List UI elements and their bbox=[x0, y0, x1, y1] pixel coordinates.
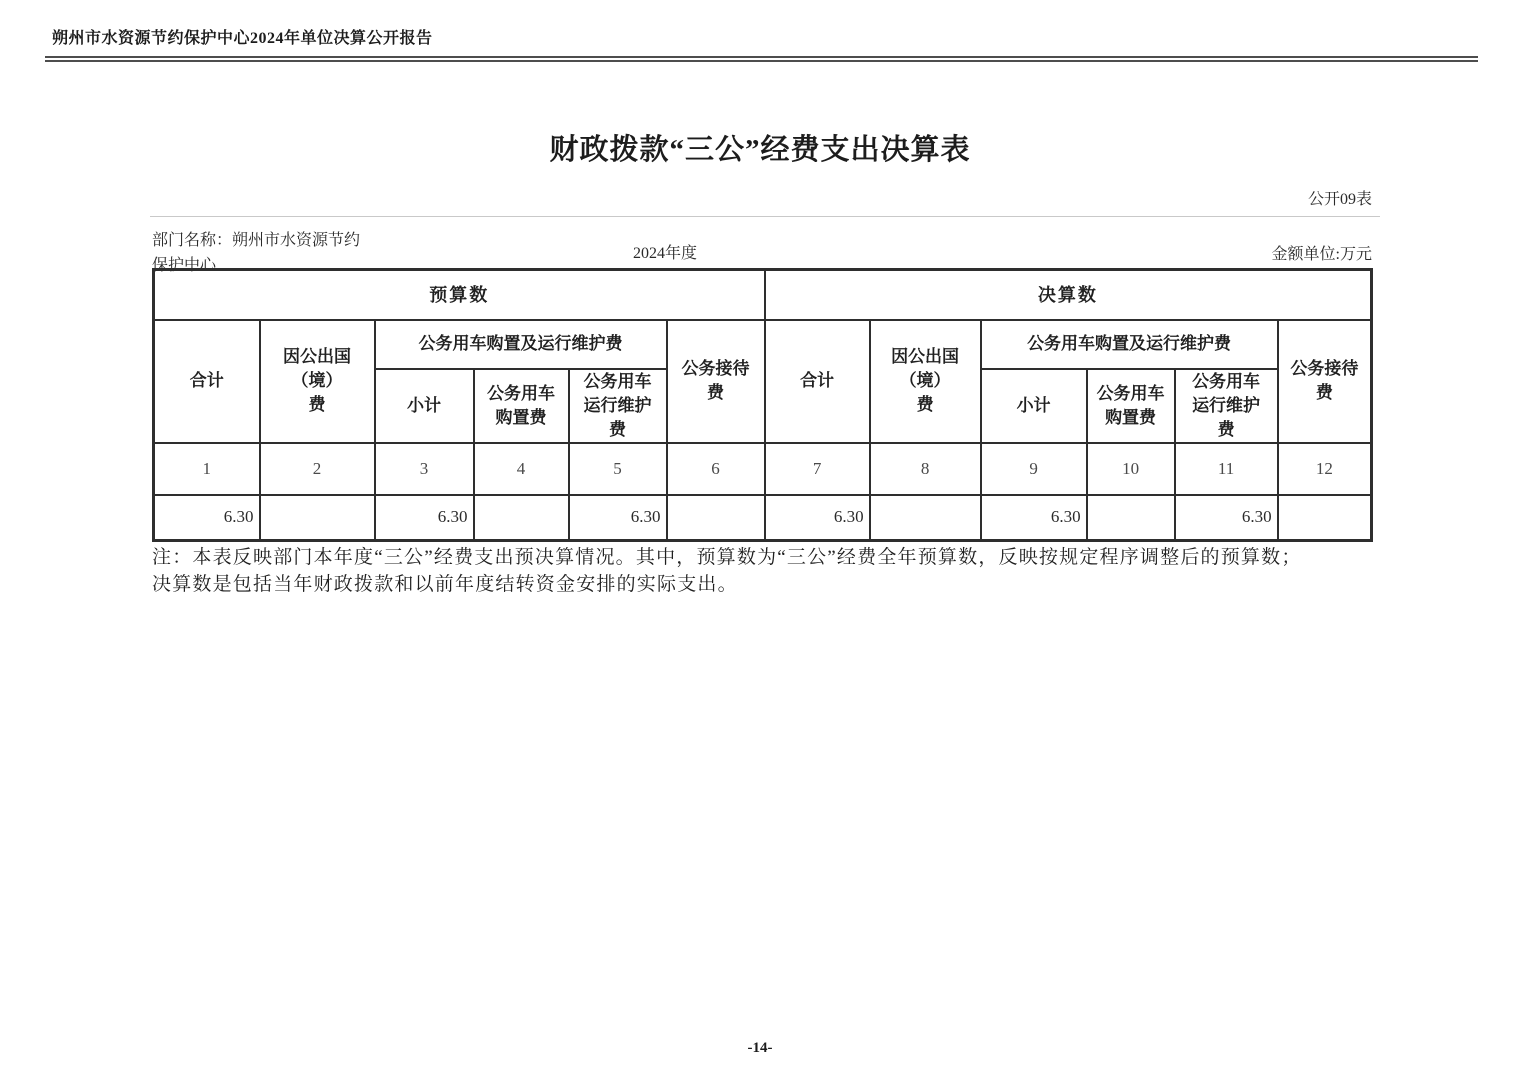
value-cell bbox=[667, 495, 765, 541]
budget-col-header-maintenance: 公务用车 运行维护 费 bbox=[569, 369, 667, 443]
col-number: 10 bbox=[1087, 443, 1175, 495]
budget-col-header-subtotal: 小计 bbox=[375, 369, 474, 443]
section-header-final: 决算数 bbox=[765, 270, 1372, 320]
data-row bbox=[154, 495, 1372, 541]
final-col-header-maintenance: 公务用车 运行维护 费 bbox=[1175, 369, 1278, 443]
value-cell: 6.30 bbox=[1175, 495, 1278, 541]
table-code-label: 公开09表 bbox=[1307, 191, 1372, 208]
budget-col-header-reception: 公务接待 费 bbox=[667, 320, 765, 443]
col-number: 3 bbox=[375, 443, 474, 495]
header-rule bbox=[45, 56, 1478, 62]
budget-col-header-total: 合计 bbox=[154, 320, 260, 443]
table-note: 注：本表反映部门本年度“三公”经费支出预决算情况。其中，预算数为“三公”经费全年预算数，反映按规定程序调整后的预算数； 决算数是包括当年财政拨款和以前年度结转资金安排的实际支出。 bbox=[152, 547, 1302, 595]
san-gong-expenditure-table bbox=[152, 268, 1373, 542]
final-col-header-purchase: 公务用车 购置费 bbox=[1087, 369, 1175, 443]
value-cell bbox=[474, 495, 569, 541]
col-number: 1 bbox=[154, 443, 260, 495]
final-col-header-abroad: 因公出国 （境） 费 bbox=[870, 320, 981, 443]
fiscal-year: 2024年度 bbox=[633, 245, 698, 262]
col-number: 8 bbox=[870, 443, 981, 495]
value-cell: 6.30 bbox=[375, 495, 474, 541]
table-section-row bbox=[154, 270, 1372, 320]
report-header: 朔州市水资源节约保护中心2024年单位决算公开报告 bbox=[52, 30, 433, 47]
budget-col-header-vehicle-group: 公务用车购置及运行维护费 bbox=[375, 320, 667, 369]
col-number: 11 bbox=[1175, 443, 1278, 495]
final-col-header-reception: 公务接待 费 bbox=[1278, 320, 1372, 443]
value-cell bbox=[1087, 495, 1175, 541]
col-number: 2 bbox=[260, 443, 375, 495]
value-cell: 6.30 bbox=[765, 495, 870, 541]
col-number: 5 bbox=[569, 443, 667, 495]
value-cell: 6.30 bbox=[569, 495, 667, 541]
amount-unit: 金额单位:万元 bbox=[1271, 246, 1372, 263]
final-col-header-total: 合计 bbox=[765, 320, 870, 443]
page-number: -14- bbox=[747, 1040, 773, 1056]
section-header-budget: 预算数 bbox=[154, 270, 765, 320]
meta-top-rule bbox=[150, 216, 1380, 217]
budget-col-header-abroad: 因公出国 （境） 费 bbox=[260, 320, 375, 443]
value-cell bbox=[1278, 495, 1372, 541]
value-cell: 6.30 bbox=[981, 495, 1087, 541]
col-number: 7 bbox=[765, 443, 870, 495]
value-cell bbox=[260, 495, 375, 541]
col-number: 9 bbox=[981, 443, 1087, 495]
budget-col-header-purchase: 公务用车 购置费 bbox=[474, 369, 569, 443]
department-name: 部门名称：朔州市水资源节约 保护中心 bbox=[152, 232, 361, 274]
table-group-header-row bbox=[154, 320, 1372, 369]
col-number: 6 bbox=[667, 443, 765, 495]
col-number: 4 bbox=[474, 443, 569, 495]
value-cell: 6.30 bbox=[154, 495, 260, 541]
value-cell bbox=[870, 495, 981, 541]
page-title: 财政拨款“三公”经费支出决算表 bbox=[549, 134, 971, 166]
col-number: 12 bbox=[1278, 443, 1372, 495]
final-col-header-vehicle-group: 公务用车购置及运行维护费 bbox=[981, 320, 1278, 369]
final-col-header-subtotal: 小计 bbox=[981, 369, 1087, 443]
column-number-row bbox=[154, 443, 1372, 495]
